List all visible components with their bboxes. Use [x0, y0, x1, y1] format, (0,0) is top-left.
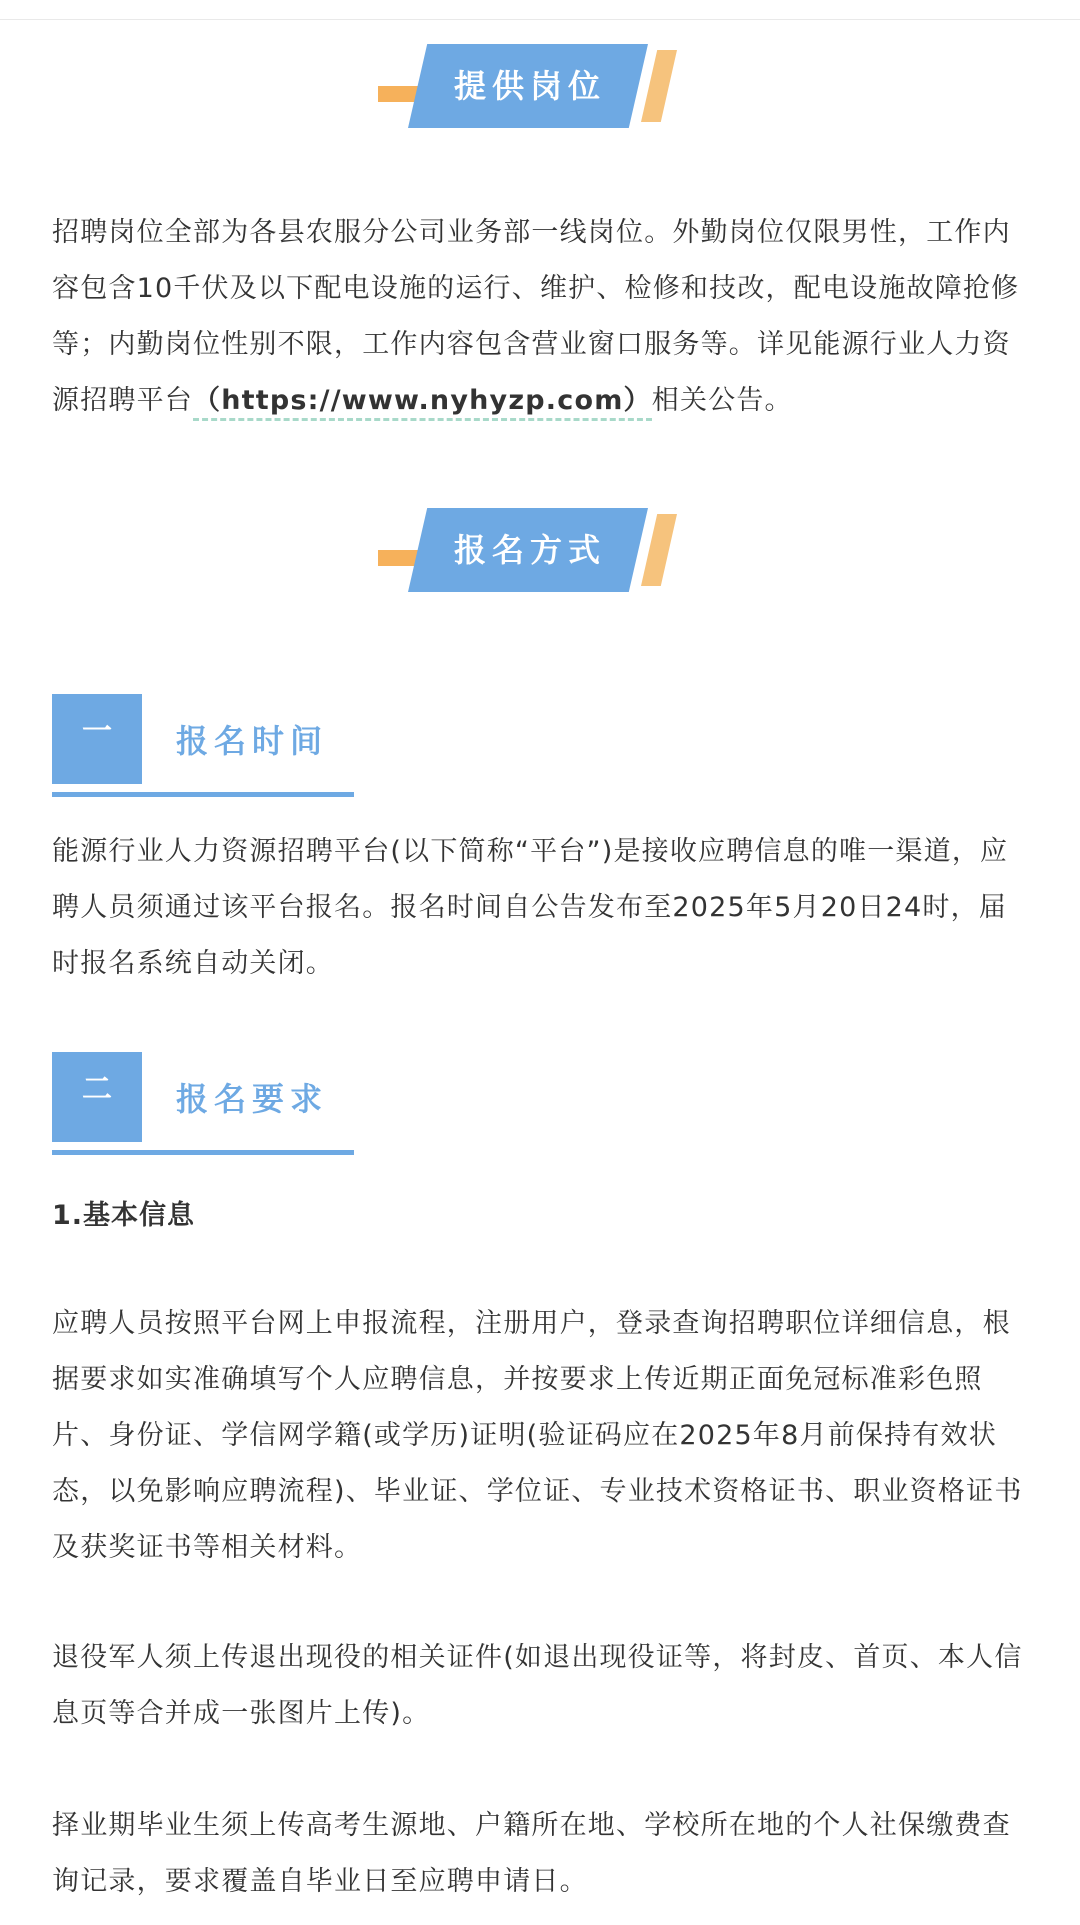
positions-text: 招聘岗位全部为各县农服分公司业务部一线岗位。外勤岗位仅限男性，工作内容包含10千伏及以下配电设施的运行、维护、检修和技改，配电设施故障抢修等；内勤岗位性别不限，工作内容包含营业窗口服务等。详见能源行业人力资源招聘平台 [52, 217, 1020, 416]
requirements-paragraph-2: 退役军人须上传退出现役的相关证件(如退出现役证等，将封皮、首页、本人信息页等合并成一张图片上传)。 [52, 1642, 1023, 1729]
positions-text-end: 相关公告。 [651, 385, 793, 416]
requirements-paragraph-1: 应聘人员按照平台网上申报流程，注册用户，登录查询招聘职位详细信息，根据要求如实准确填写个人应聘信息，并按要求上传近期正面免冠标准彩色照片、身份证、学信网学籍(或学历)证明(验证码应在2025年8月前保持有效状态，以免影响应聘流程)、毕业证、学位证、专业技术资格证书、职业资格证书及获奖证书等相关材料。 [52, 1308, 1023, 1563]
subheading-number-badge: 一 [52, 694, 142, 784]
section-banner-registration-method [378, 500, 698, 590]
subheading-underline [52, 792, 354, 797]
banner-accent-slash [641, 514, 677, 586]
section-banner-positions [378, 36, 698, 126]
subheading-registration-requirements [52, 1052, 354, 1160]
subheading-registration-time [52, 694, 354, 802]
requirements-paragraph-3: 择业期毕业生须上传高考生源地、户籍所在地、学校所在地的个人社保缴费查询记录，要求覆盖自毕业日至应聘申请日。 [52, 1810, 1011, 1897]
subheading-title: 报名时间 [176, 722, 329, 760]
registration-time-paragraph: 能源行业人力资源招聘平台(以下简称“平台”)是接收应聘信息的唯一渠道，应聘人员须通过该平台报名。报名时间自公告发布至2025年5月20日24时，届时报名系统自动关闭。 [52, 836, 1009, 979]
subheading-underline [52, 1150, 354, 1155]
subheading-number-badge: 二 [52, 1052, 142, 1142]
recruitment-platform-link[interactable]: （https://www.nyhyzp.com） [193, 385, 652, 421]
banner-title: 报名方式 [453, 531, 606, 569]
banner-accent-slash [641, 50, 677, 122]
basic-info-heading: 1.基本信息 [52, 1200, 196, 1231]
subheading-title: 报名要求 [176, 1080, 329, 1118]
top-divider [0, 19, 1080, 20]
banner-title: 提供岗位 [453, 67, 606, 105]
positions-paragraph [52, 205, 1032, 429]
